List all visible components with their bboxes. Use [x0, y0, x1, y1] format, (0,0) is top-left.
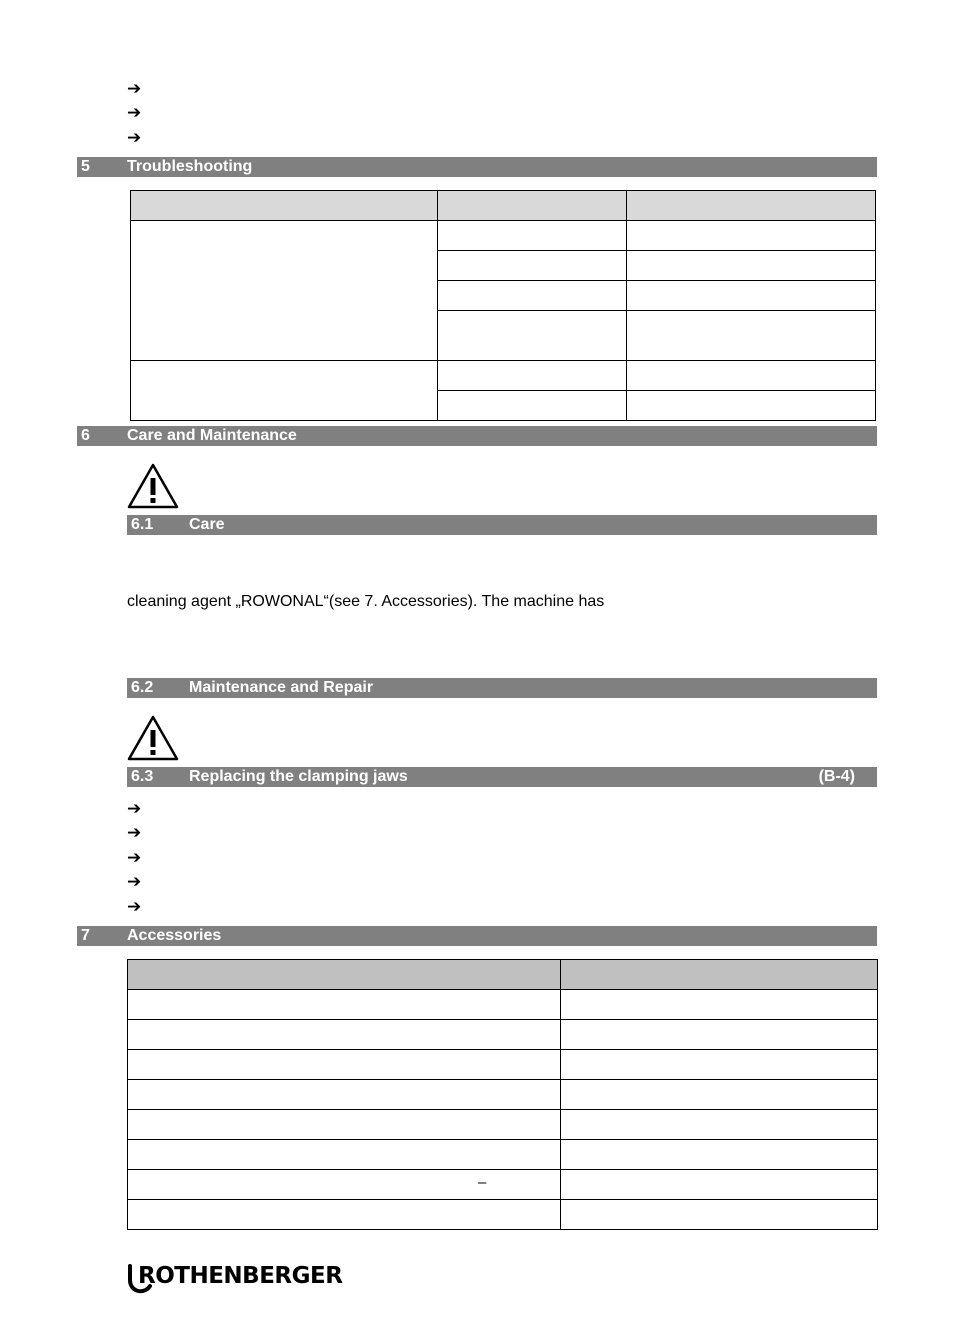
- table-cell: [438, 281, 627, 311]
- table-header-cell: [627, 191, 876, 221]
- arrow-right-icon: ➔: [127, 799, 142, 818]
- section-number: 6.2: [131, 679, 154, 696]
- section-title: Troubleshooting: [127, 158, 253, 175]
- section-title: Replacing the clamping jaws: [189, 768, 408, 785]
- arrow-right-icon: ➔: [127, 79, 142, 98]
- section-number: 6: [81, 427, 90, 444]
- arrow-right-icon: ➔: [127, 872, 142, 891]
- section-heading-maintenance-repair: [127, 678, 877, 698]
- table-cell: [561, 1200, 878, 1230]
- arrow-right-icon: ➔: [127, 823, 142, 842]
- table-cell: [128, 1050, 561, 1080]
- table-cell: [128, 1170, 561, 1200]
- troubleshooting-table: [130, 190, 876, 421]
- section-heading-care: [127, 515, 877, 535]
- table-cell: [561, 1080, 878, 1110]
- section-title: Accessories: [127, 927, 222, 944]
- table-header-row: [131, 191, 876, 221]
- table-cell: [561, 1020, 878, 1050]
- table-row: [128, 1170, 878, 1200]
- arrow-right-icon: ➔: [127, 128, 142, 147]
- table-cell: [131, 221, 438, 361]
- table-cell: [627, 361, 876, 391]
- section-heading-replacing-jaws: [127, 767, 877, 787]
- section-title: Maintenance and Repair: [189, 679, 374, 696]
- arrow-right-icon: ➔: [127, 103, 142, 122]
- arrow-right-icon: ➔: [127, 897, 142, 916]
- warning-triangle-icon: [126, 462, 180, 510]
- section-number: 5: [81, 158, 90, 175]
- table-row: [128, 1110, 878, 1140]
- table-cell: [627, 311, 876, 361]
- table-row: [128, 1200, 878, 1230]
- table-cell: [627, 391, 876, 421]
- table-row: [128, 1020, 878, 1050]
- table-cell: [438, 311, 627, 361]
- table-header-cell: [131, 191, 438, 221]
- table-cell: [128, 990, 561, 1020]
- table-cell: [627, 281, 876, 311]
- table-cell: [438, 391, 627, 421]
- table-cell: [438, 251, 627, 281]
- section-title: Care: [189, 516, 225, 533]
- table-row: [131, 221, 876, 251]
- care-paragraph: cleaning agent „ROWONAL“(see 7. Accessories). The machine has: [127, 593, 605, 610]
- table-header-cell: [438, 191, 627, 221]
- section-title: Care and Maintenance: [127, 427, 297, 444]
- table-cell: [128, 1110, 561, 1140]
- table-cell: [561, 1050, 878, 1080]
- section-heading-care-maintenance: [77, 426, 877, 446]
- section-heading-troubleshooting: [77, 157, 877, 177]
- section-number: 6.3: [131, 768, 154, 785]
- table-header-cell: [128, 960, 561, 990]
- table-cell: [561, 1140, 878, 1170]
- table-row: [128, 1080, 878, 1110]
- table-cell: [561, 1110, 878, 1140]
- table-cell: [438, 361, 627, 391]
- table-cell: [131, 361, 438, 421]
- section-heading-accessories: [77, 926, 877, 946]
- brand-name: ROTHENBERGER: [138, 1263, 343, 1289]
- table-cell: [128, 1080, 561, 1110]
- arrow-right-icon: ➔: [127, 848, 142, 867]
- table-cell: [128, 1020, 561, 1050]
- accessories-table: [127, 959, 878, 1230]
- table-cell: [438, 221, 627, 251]
- table-row: [128, 1140, 878, 1170]
- table-header-cell: [561, 960, 878, 990]
- table-cell: [128, 1140, 561, 1170]
- table-cell: [128, 1200, 561, 1230]
- figure-reference: (B-4): [818, 768, 855, 785]
- section-number: 6.1: [131, 516, 154, 533]
- table-row: [128, 990, 878, 1020]
- dash-mark: –: [478, 1174, 487, 1191]
- warning-triangle-icon: [126, 714, 180, 762]
- table-row: [128, 1050, 878, 1080]
- table-cell: [561, 1170, 878, 1200]
- table-row: [131, 361, 876, 391]
- table-header-row: [128, 960, 878, 990]
- table-cell: [627, 251, 876, 281]
- table-cell: [627, 221, 876, 251]
- section-number: 7: [81, 927, 90, 944]
- table-cell: [561, 990, 878, 1020]
